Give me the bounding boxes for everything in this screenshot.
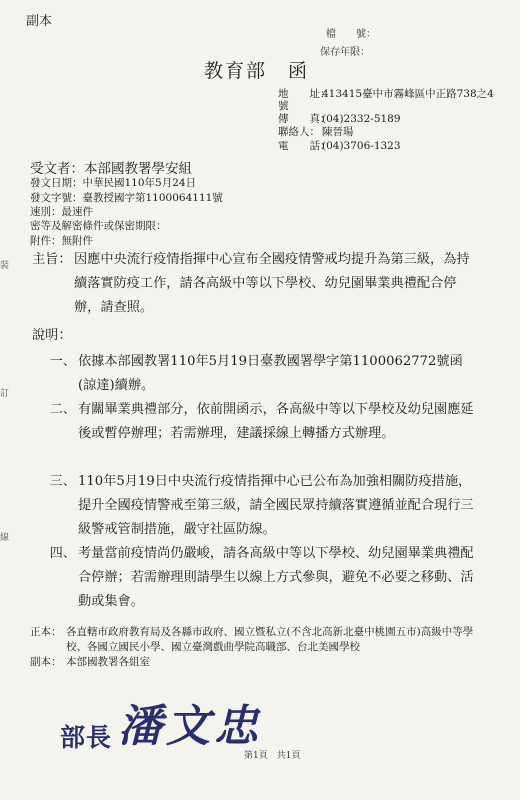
urgency: 速別：最速件	[30, 206, 93, 218]
copy-mark: 副本	[26, 14, 53, 29]
security-classification: 密等及解密條件或保密期限：	[30, 220, 167, 232]
original-recipients-text: 各直轄市政府教育局及各縣市政府、國立暨私立(不含北高新北臺中桃園五市)高級中等學校、各國立國民小學、國立臺灣戲曲學院高職部、台北美國學校	[66, 626, 474, 653]
original-recipients-label: 正本：	[30, 626, 62, 638]
attachment: 附件：無附件	[30, 235, 93, 247]
phone-value: (04)3706-1323	[322, 140, 401, 152]
item-text: 110年5月19日中央流行疫情指揮中心已公布為加強相關防疫措施，提升全國疫情警戒至第三級，請全國民眾持續落實遵循並配合現行三級警戒管制措施，嚴守社區防線。	[78, 474, 474, 537]
fax-value: (04)2332-5189	[322, 113, 401, 125]
description-item	[40, 470, 480, 542]
document-title: 教育部 函	[204, 60, 310, 82]
signature-name: 潘文忠	[118, 701, 263, 752]
description-item	[40, 350, 480, 398]
description-item	[40, 398, 480, 446]
issue-number: 發文字號：臺教授國字第1100064111號	[30, 192, 223, 204]
recipient: 受文者：本部國教署學安組	[30, 161, 192, 177]
phone-label: 電 話：	[278, 140, 331, 152]
subject-text: 因應中央流行疫情指揮中心宣布全國疫情警戒均提升為第三級，為持續落實防疫工作，請各高級中等以下學校、幼兒園畢業典禮配合停辦，請查照。	[74, 252, 470, 315]
binding-mark-1: 裝	[0, 261, 10, 271]
copy-recipients-text: 本部國教署各組室	[66, 656, 150, 668]
address-label: 地 址：	[278, 88, 331, 100]
contact-person-label: 聯絡人：	[278, 126, 320, 138]
issue-date: 發文日期：中華民國110年5月24日	[30, 177, 197, 189]
address-line	[278, 86, 494, 101]
file-number-label: 檔 號：	[326, 29, 376, 40]
page-indicator: 第1頁 共1頁	[244, 751, 301, 761]
copy-recipients-label: 副本：	[30, 656, 62, 668]
item-number: 四、	[49, 546, 76, 561]
item-text: 依據本部國教署110年5月19日臺教國署學字第1100062772號函(諒達)續辦。	[78, 354, 463, 393]
item-text: 有關畢業典禮部分，依前開函示，各高級中等以下學校及幼兒園應延後或暫停辦理；若需辦理，建議採線上轉播方式辦理。	[78, 402, 474, 441]
description-item	[40, 542, 480, 614]
description-label: 說明：	[32, 328, 72, 343]
fax-label: 傳 真：	[278, 113, 331, 125]
item-number: 二、	[49, 402, 76, 417]
binding-mark-3: 線	[0, 533, 10, 543]
item-number: 一、	[49, 354, 76, 369]
signature-title: 部長	[60, 723, 113, 752]
address-continuation: 號	[278, 100, 289, 112]
address-value: 413415臺中市霧峰區中正路738之4	[322, 88, 494, 100]
contact-person-value: 陳晉瑒	[322, 126, 354, 138]
phone-line	[278, 138, 401, 153]
retention-period-label: 保存年限：	[320, 47, 370, 58]
binding-mark-2: 訂	[0, 389, 10, 399]
item-text: 考量當前疫情尚仍嚴峻，請各高級中等以下學校、幼兒園畢業典禮配合停辦；若需辦理則請學生以線上方式參與，避免不必要之移動、活動或集會。	[78, 546, 474, 609]
item-number: 三、	[49, 474, 76, 489]
contact-person-line	[278, 124, 354, 139]
subject-label: 主旨：	[32, 252, 72, 267]
minister-signature	[60, 690, 262, 754]
